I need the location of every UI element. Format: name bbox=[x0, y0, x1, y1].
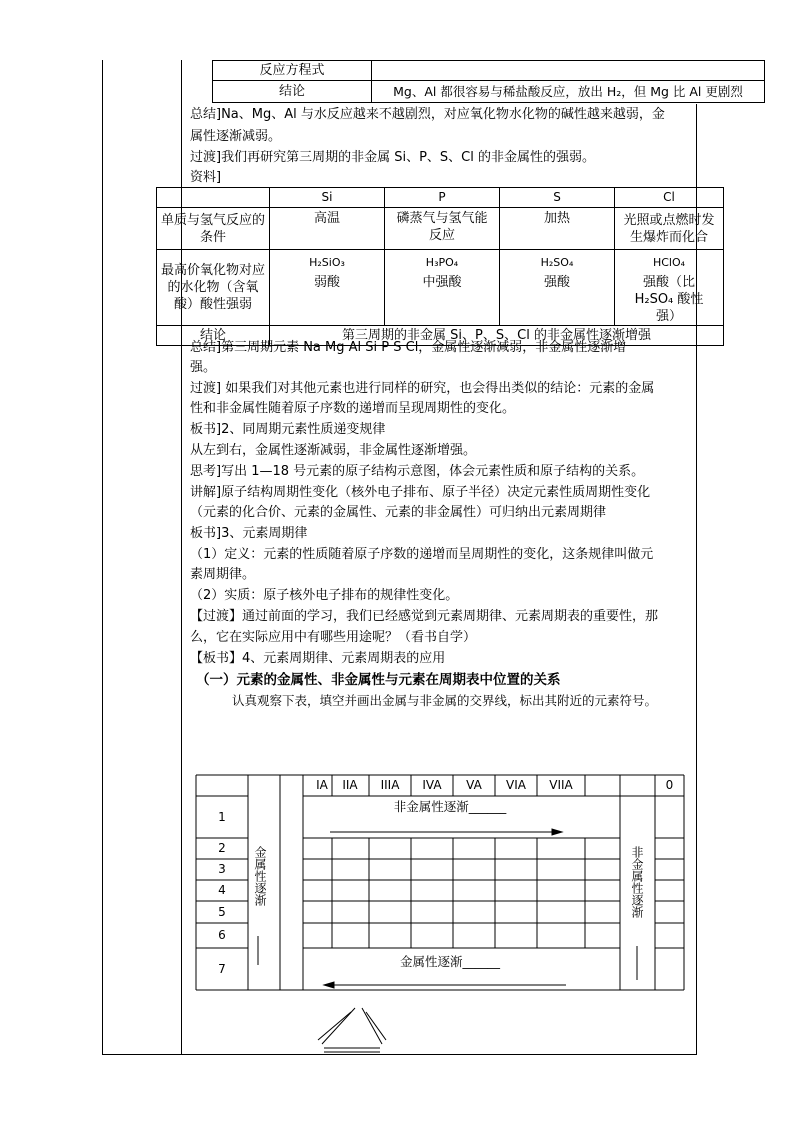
nonmetal-vertical-text: 非金属性逐渐 bbox=[629, 846, 646, 946]
explain-line1: 讲解]原子结构周期性变化（核外电子排布、原子半径）决定元素性质周期性变化 bbox=[190, 485, 651, 500]
group-ia: IA bbox=[316, 778, 328, 792]
group-iia: IIA bbox=[342, 778, 358, 792]
period-2: 2 bbox=[218, 841, 226, 855]
period-3: 3 bbox=[218, 862, 226, 876]
summary1-line1: 总结]Na、Mg、Al 与水反应越来不越剧烈，对应氧化物水化物的碱性越来越弱，金 bbox=[190, 107, 665, 122]
transition3-line1: 【过渡】通过前面的学习，我们已经感觉到元素周期律、元素周期表的重要性，那 bbox=[190, 609, 659, 624]
metal-trend-text: 金属性逐渐______ bbox=[345, 952, 555, 970]
period-7: 7 bbox=[218, 962, 226, 976]
transition3-line2: 么，它在实际应用中有哪些用途呢？（看书自学） bbox=[190, 630, 477, 645]
transition2-line1: 过渡] 如果我们对其他元素也进行同样的研究，也会得出类似的结论：元素的金属 bbox=[190, 381, 655, 396]
table-header-p: P bbox=[385, 188, 500, 208]
board3: 板书]3、元素周期律 bbox=[190, 526, 308, 541]
period-1: 1 bbox=[218, 810, 226, 824]
transition1: 过渡]我们再研究第三周期的非金属 Si、P、S、Cl 的非金属性的强弱。 bbox=[190, 150, 595, 165]
group-iiia: IIIA bbox=[380, 778, 400, 792]
period-5: 5 bbox=[218, 905, 226, 919]
p-acid-strength: 中强酸 bbox=[422, 275, 462, 290]
board2: 板书]2、同周期元素性质递变规律 bbox=[190, 422, 386, 437]
group-via: VIA bbox=[506, 778, 526, 792]
si-acid-strength: 弱酸 bbox=[313, 275, 340, 290]
conclusion-label: 结论 bbox=[213, 81, 372, 103]
cl-acid-formula: HClO₄ bbox=[652, 256, 686, 269]
rule2: 从左到右，金属性逐渐减弱，非金属性逐渐增强。 bbox=[190, 443, 477, 458]
section-heading: （一）元素的金属性、非金属性与元素在周期表中位置的关系 bbox=[196, 672, 561, 688]
metal-arrow-head bbox=[324, 982, 334, 988]
table-header-s: S bbox=[500, 188, 615, 208]
instruction: 认真观察下表，填空并画出金属与非金属的交界线，标出其附近的元素符号。 bbox=[232, 693, 658, 708]
period-4: 4 bbox=[218, 883, 226, 897]
table-header-cl: Cl bbox=[615, 188, 724, 208]
transition2-line2: 性和非金属性随着原子序数的递增而呈现周期性的变化。 bbox=[190, 401, 516, 416]
row1-cl: 光照或点燃时发生爆炸而化合 bbox=[615, 208, 724, 250]
nonmetal-arrow-head bbox=[552, 829, 562, 835]
definition-line1: （1）定义：元素的性质随着原子序数的递增而呈周期性的变化，这条规律叫做元 bbox=[190, 547, 654, 562]
board4: 【板书】4、元素周期律、元素周期表的应用 bbox=[190, 651, 446, 666]
metal-vertical-text: 金属性逐渐 bbox=[252, 846, 269, 936]
row1-s: 加热 bbox=[500, 208, 615, 250]
essence: （2）实质：原子核外电子排布的规律性变化。 bbox=[190, 588, 459, 603]
summary2-line1: 总结]第三周期元素 Na Mg Al Si P S Cl，金属性逐渐减弱，非金属性逐渐增 bbox=[190, 340, 627, 355]
row1-label: 单质与氢气反应的条件 bbox=[157, 208, 270, 250]
definition-line2: 素周期律。 bbox=[190, 567, 256, 582]
group-va: VA bbox=[466, 778, 482, 792]
p-acid-formula: H₃PO₄ bbox=[425, 256, 459, 269]
group-iva: IVA bbox=[422, 778, 442, 792]
summary2-line2: 强。 bbox=[190, 360, 217, 375]
triangle-arrow-2 bbox=[362, 1008, 382, 1044]
explain-line2: （元素的化合价、元素的金属性、元素的非金属性）可归纳出元素周期律 bbox=[190, 505, 607, 520]
conclusion-value: Mg、Al 都很容易与稀盐酸反应，放出 H₂，但 Mg 比 Al 更剧烈 bbox=[372, 81, 765, 103]
row3-label: 结论 bbox=[157, 326, 270, 346]
triangle-arrow-inner-1 bbox=[318, 1012, 351, 1040]
row2-label: 最高价氧化物对应的水化物（含氧酸）酸性强弱 bbox=[157, 250, 270, 326]
row3-value: 第三周期的非金属 Si、P、S、Cl 的非金属性逐渐增强 bbox=[270, 326, 724, 346]
s-acid-formula: H₂SO₄ bbox=[540, 256, 574, 269]
s-acid-strength: 强酸 bbox=[543, 275, 570, 290]
si-acid-formula: H₂SiO₃ bbox=[309, 256, 345, 269]
row1-p: 磷蒸气与氢气能反应 bbox=[385, 208, 500, 250]
group-viia: VIIA bbox=[549, 778, 573, 792]
group-0: 0 bbox=[665, 778, 674, 792]
nonmetal-trend-text: 非金属性逐渐______ bbox=[330, 797, 570, 815]
row1-si: 高温 bbox=[270, 208, 385, 250]
equation-label: 反应方程式 bbox=[213, 61, 372, 81]
cl-acid-strength: 强酸（比 H₂SO₄ 酸性强） bbox=[634, 275, 704, 324]
material-label: 资料] bbox=[190, 170, 222, 185]
triangle-arrow-inner-2 bbox=[366, 1012, 386, 1040]
period-6: 6 bbox=[218, 928, 226, 942]
summary1-line2: 属性逐渐减弱。 bbox=[190, 129, 282, 144]
think: 思考]写出 1—18 号元素的原子结构示意图，体会元素性质和原子结构的关系。 bbox=[190, 464, 645, 479]
table-header-si: Si bbox=[270, 188, 385, 208]
